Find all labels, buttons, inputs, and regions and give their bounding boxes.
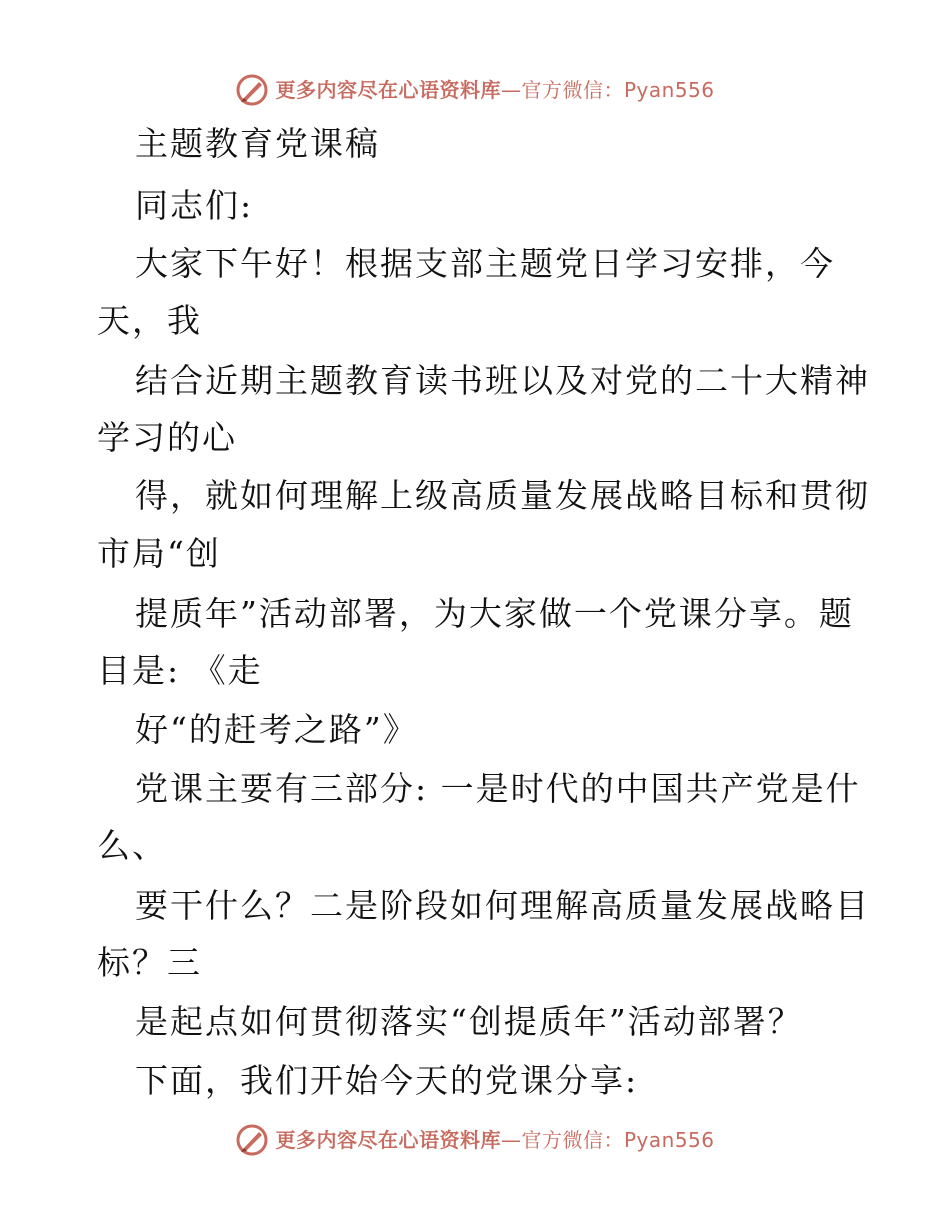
pen-circle-logo-icon	[235, 1123, 269, 1157]
doc-title: 主题教育党课稿	[135, 124, 380, 163]
doc-line: 么、	[97, 826, 167, 865]
banner-main-text: 更多内容尽在心语资料库	[275, 1128, 501, 1152]
doc-line: 结合近期主题教育读书班以及对党的二十大精神	[135, 361, 870, 400]
header-banner	[0, 70, 950, 110]
banner-wechat-id: Pyan556	[623, 78, 715, 102]
doc-line: 同志们:	[135, 186, 254, 225]
doc-line: 大家下午好！根据支部主题党日学习安排，今	[135, 244, 835, 283]
doc-line: 目是: 《走	[97, 651, 263, 690]
banner-text	[275, 80, 714, 100]
banner-official-label: 官方微信：	[521, 78, 624, 102]
doc-line: 好“的赶考之路”》	[135, 710, 418, 749]
banner-dash: —	[500, 1128, 522, 1152]
doc-line: 提质年”活动部署，为大家做一个党课分享。题	[135, 594, 854, 633]
footer-banner	[0, 1120, 950, 1160]
banner-wechat-id: Pyan556	[623, 1128, 715, 1152]
banner-dash: —	[500, 78, 522, 102]
doc-line: 天，我	[97, 301, 202, 340]
doc-line: 市局“创	[97, 534, 221, 573]
doc-line: 学习的心	[97, 418, 237, 457]
banner-text	[275, 1130, 714, 1150]
doc-line: 是起点如何贯彻落实“创提质年”活动部署？	[135, 1002, 803, 1041]
doc-line: 要干什么？二是阶段如何理解高质量发展战略目	[135, 886, 870, 925]
banner-official-label: 官方微信：	[521, 1128, 624, 1152]
doc-line: 下面，我们开始今天的党课分享:	[135, 1061, 639, 1100]
doc-line: 党课主要有三部分: 一是时代的中国共产党是什	[135, 769, 861, 808]
banner-main-text: 更多内容尽在心语资料库	[275, 78, 501, 102]
doc-line: 得，就如何理解上级高质量发展战略目标和贯彻	[135, 476, 870, 515]
doc-line: 标？三	[97, 943, 202, 982]
pen-circle-logo-icon	[235, 73, 269, 107]
